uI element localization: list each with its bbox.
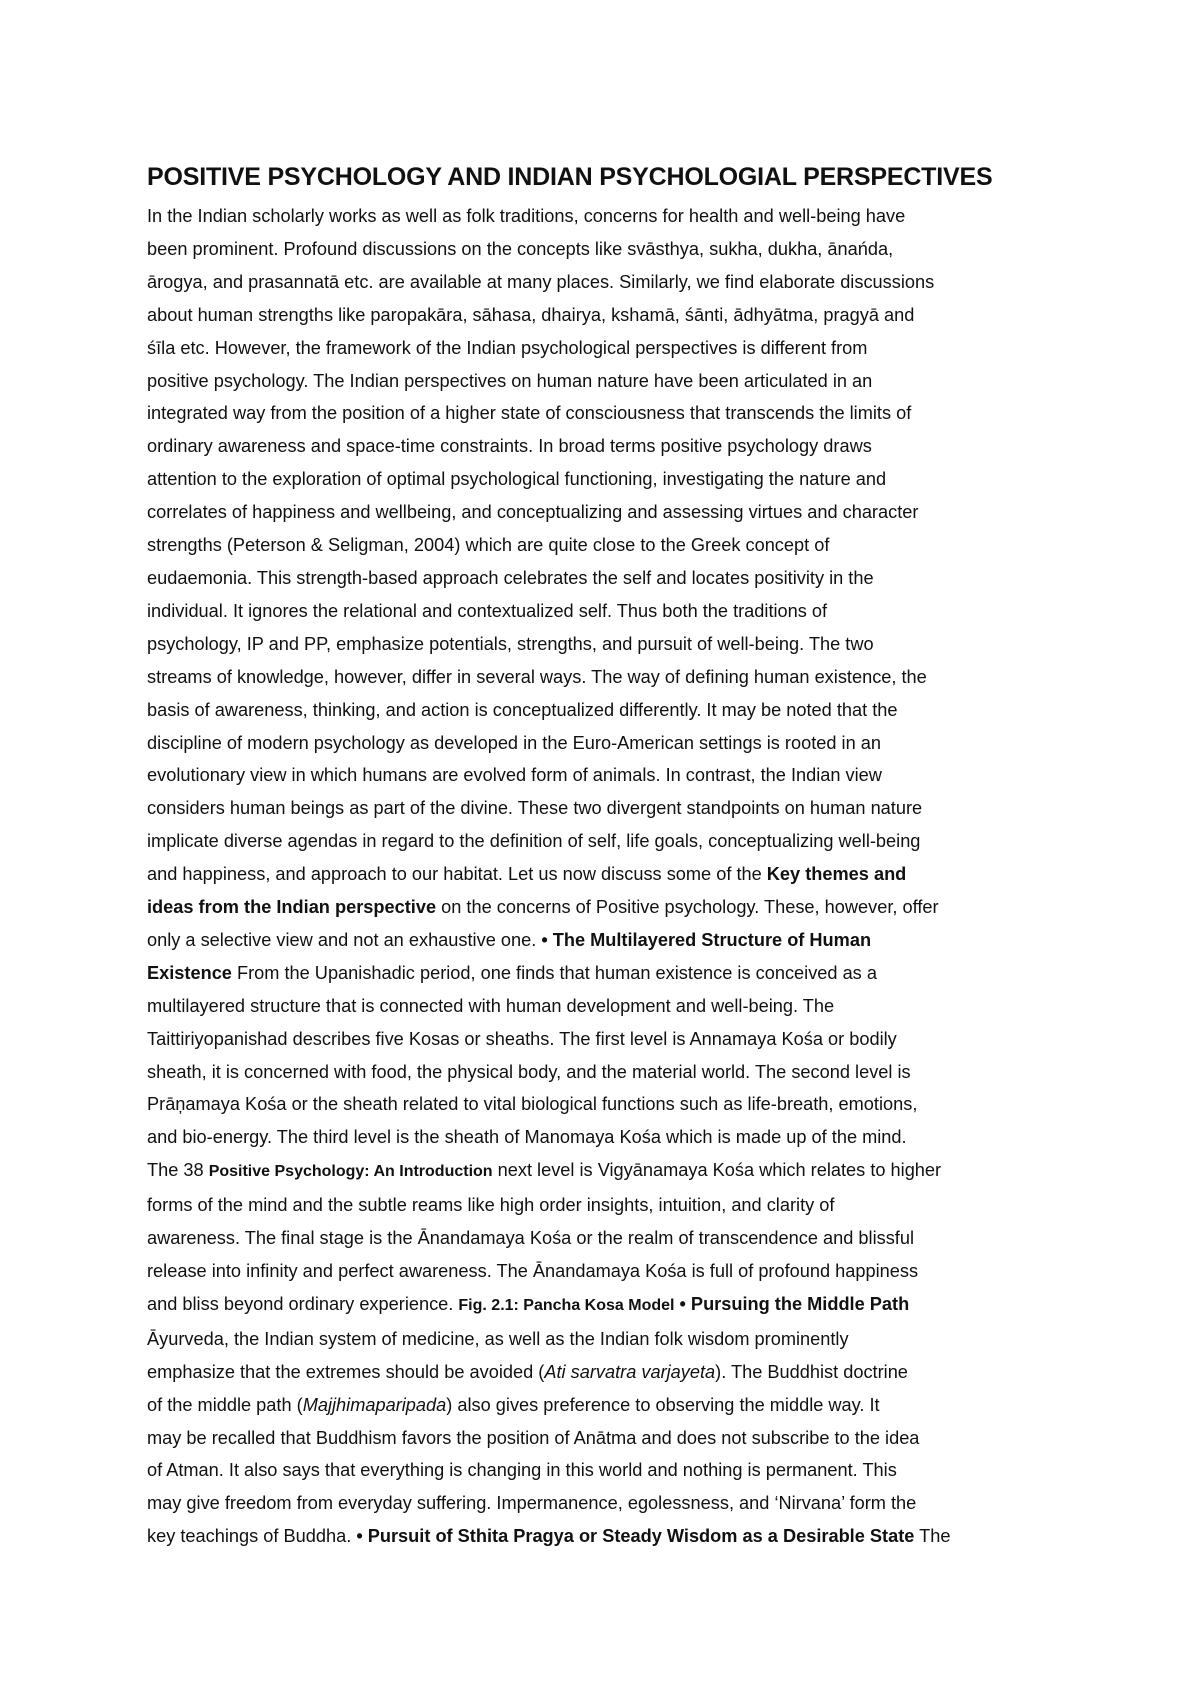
body-line [147, 365, 1062, 398]
body-text-segment: Prāņamaya Kośa or the sheath related to vital biological functions such as life-breath, emotions, [147, 1094, 918, 1115]
body-text-segment: discipline of modern psychology as developed in the Euro-American settings is rooted in an [147, 732, 881, 753]
body-text-segment: and bio-energy. The third level is the sheath of Manomaya Kośa which is made up of the mind. [147, 1127, 907, 1148]
body-text-segment: implicate diverse agendas in regard to the definition of self, life goals, conceptualizing well-being [147, 831, 921, 852]
body-line [147, 1088, 1062, 1121]
body-line [147, 858, 1062, 891]
body-line [147, 1255, 1062, 1288]
body-line [147, 1487, 1062, 1520]
body-line [147, 792, 1062, 825]
body-line [147, 891, 1062, 924]
emphasis-text: Existence [147, 962, 232, 983]
body-line [147, 496, 1062, 529]
body-line [147, 957, 1062, 990]
body-text-segment: In the Indian scholarly works as well as folk traditions, concerns for health and well-being have [147, 206, 906, 226]
body-text-segment: ordinary awareness and space-time constraints. In broad terms positive psychology draws [147, 436, 872, 457]
body-line [147, 200, 1062, 233]
emphasis-text: • The Multilayered Structure of Human [541, 929, 872, 950]
body-text-segment: The 38 [147, 1160, 209, 1181]
body-text-segment: and happiness, and approach to our habitat. Let us now discuss some of the [147, 864, 767, 885]
emphasis-text: Positive Psychology: An Introduction [208, 1163, 493, 1181]
body-line [147, 1356, 1062, 1389]
document-page [147, 160, 1062, 1553]
body-line [147, 661, 1062, 694]
body-line [147, 397, 1062, 430]
emphasis-text: Ati sarvatra varjayeta [544, 1361, 716, 1382]
body-line [147, 1288, 1062, 1323]
body-text-segment: Āyurveda, the Indian system of medicine, as well as the Indian folk wisdom prominently [147, 1328, 849, 1349]
body-text-segment: correlates of happiness and wellbeing, and conceptualizing and assessing virtues and character [147, 502, 919, 523]
body-text-segment: basis of awareness, thinking, and action is conceptualized differently. It may be noted that the [147, 699, 898, 720]
emphasis-text: Key themes and [766, 864, 907, 885]
body-text-segment: on the concerns of Positive psychology. These, however, offer [436, 897, 939, 918]
body-text-segment: forms of the mind and the subtle reams like high order insights, intuition, and clarity of [147, 1195, 835, 1216]
body-text-segment: Taittiriyopanishad describes five Kosas or sheaths. The first level is Annamaya Kośa or bodily [147, 1028, 897, 1049]
body-text-segment: psychology, IP and PP, emphasize potentials, strengths, and pursuit of well-being. The two [147, 633, 874, 654]
body-text-segment: strengths (Peterson & Seligman, 2004) which are quite close to the Greek concept of [147, 535, 830, 556]
body-text-segment: śīla etc. However, the framework of the Indian psychological perspectives is different from [147, 337, 868, 358]
body-text-segment: ) also gives preference to observing the middle way. It [446, 1394, 880, 1415]
body-line [147, 1520, 1062, 1553]
body-line [147, 266, 1062, 299]
body-text-segment: awareness. The final stage is the Ānandamaya Kośa or the realm of transcendence and blissful [147, 1228, 915, 1249]
body-line [147, 299, 1062, 332]
body-text-segment: attention to the exploration of optimal psychological functioning, investigating the nature and [147, 469, 887, 490]
body-line [147, 1454, 1062, 1487]
body-line [147, 463, 1062, 496]
body-text-segment: ). The Buddhist doctrine [715, 1361, 908, 1382]
body-line [147, 1222, 1062, 1255]
body-text-segment: integrated way from the position of a higher state of consciousness that transcends the limits of [147, 403, 912, 424]
body-text-segment: next level is Vigyānamaya Kośa which relates to higher [492, 1160, 942, 1181]
emphasis-text: Fig. 2.1: Pancha Kosa Model [458, 1296, 675, 1314]
body-line [147, 825, 1062, 858]
body-text-segment: release into infinity and perfect awareness. The Ānandamaya Kośa is full of profound happiness [147, 1261, 919, 1281]
body-line [147, 1189, 1062, 1222]
emphasis-text: Majjhimaparipada [302, 1394, 447, 1415]
body-line [147, 233, 1062, 266]
body-text-segment: individual. It ignores the relational and contextualized self. Thus both the traditions of [147, 600, 828, 621]
body-text-segment: may give freedom from everyday suffering. Impermanence, egolessness, and ‘Nirvana’ form the [147, 1493, 917, 1514]
body-text-segment: considers human beings as part of the divine. These two divergent standpoints on human nature [147, 798, 923, 819]
body-line [147, 430, 1062, 463]
body-line [147, 727, 1062, 760]
body-text-segment: ārogya, and prasannatā etc. are available at many places. Similarly, we find elaborate discussions [147, 271, 935, 292]
body-line [147, 990, 1062, 1023]
body-line [147, 1422, 1062, 1455]
body-line [147, 628, 1062, 661]
body-text-segment: sheath, it is concerned with food, the physical body, and the material world. The second level is [147, 1061, 911, 1082]
emphasis-text: • Pursuing the Middle Path [679, 1293, 910, 1314]
emphasis-text: ideas from the Indian perspective [147, 897, 437, 918]
body-line [147, 332, 1062, 365]
body-line [147, 529, 1062, 562]
body-text-segment: eudaemonia. This strength-based approach celebrates the self and locates positivity in the [147, 567, 874, 588]
body-line [147, 1389, 1062, 1422]
body-text-segment: may be recalled that Buddhism favors the position of Anātma and does not subscribe to the idea [147, 1427, 920, 1448]
body-line [147, 1121, 1062, 1154]
body-text-segment: only a selective view and not an exhaustive one. [147, 929, 542, 950]
body-line [147, 1056, 1062, 1089]
body-line [147, 1154, 1062, 1189]
body-text-segment: streams of knowledge, however, differ in several ways. The way of defining human existence, the [147, 666, 927, 687]
body-line [147, 924, 1062, 957]
body-text-segment: key teachings of Buddha. [147, 1526, 357, 1547]
body-text-segment: of the middle path ( [147, 1394, 303, 1415]
emphasis-text: • Pursuit of Sthita Pragya or Steady Wisdom as a Desirable State [356, 1526, 915, 1547]
body-line [147, 1023, 1062, 1056]
body-text-segment: of Atman. It also says that everything is changing in this world and nothing is permanent. This [147, 1460, 897, 1481]
body-text-segment: and bliss beyond ordinary experience. [147, 1293, 459, 1314]
body-text-segment: been prominent. Profound discussions on the concepts like svāsthya, sukha, dukha, ānańda, [147, 238, 894, 259]
body-line [147, 759, 1062, 792]
document-body [147, 200, 1062, 1553]
body-line [147, 562, 1062, 595]
body-line [147, 1323, 1062, 1356]
body-text-segment: From the Upanishadic period, one finds that human existence is conceived as a [231, 962, 877, 983]
body-text-segment: multilayered structure that is connected with human development and well-being. The [147, 995, 835, 1016]
body-line [147, 694, 1062, 727]
body-text-segment: emphasize that the extremes should be avoided ( [147, 1361, 545, 1382]
body-line [147, 595, 1062, 628]
body-text-segment: evolutionary view in which humans are evolved form of animals. In contrast, the Indian view [147, 765, 882, 786]
body-text-segment: about human strengths like paropakāra, sāhasa, dhairya, kshamā, śānti, ādhyātma, pragyā and [147, 304, 915, 325]
body-text-segment: The [914, 1526, 951, 1547]
document-title: POSITIVE PSYCHOLOGY AND INDIAN PSYCHOLOGIAL PERSPECTIVES [147, 163, 993, 191]
body-text-segment: positive psychology. The Indian perspectives on human nature have been articulated in an [147, 370, 873, 391]
